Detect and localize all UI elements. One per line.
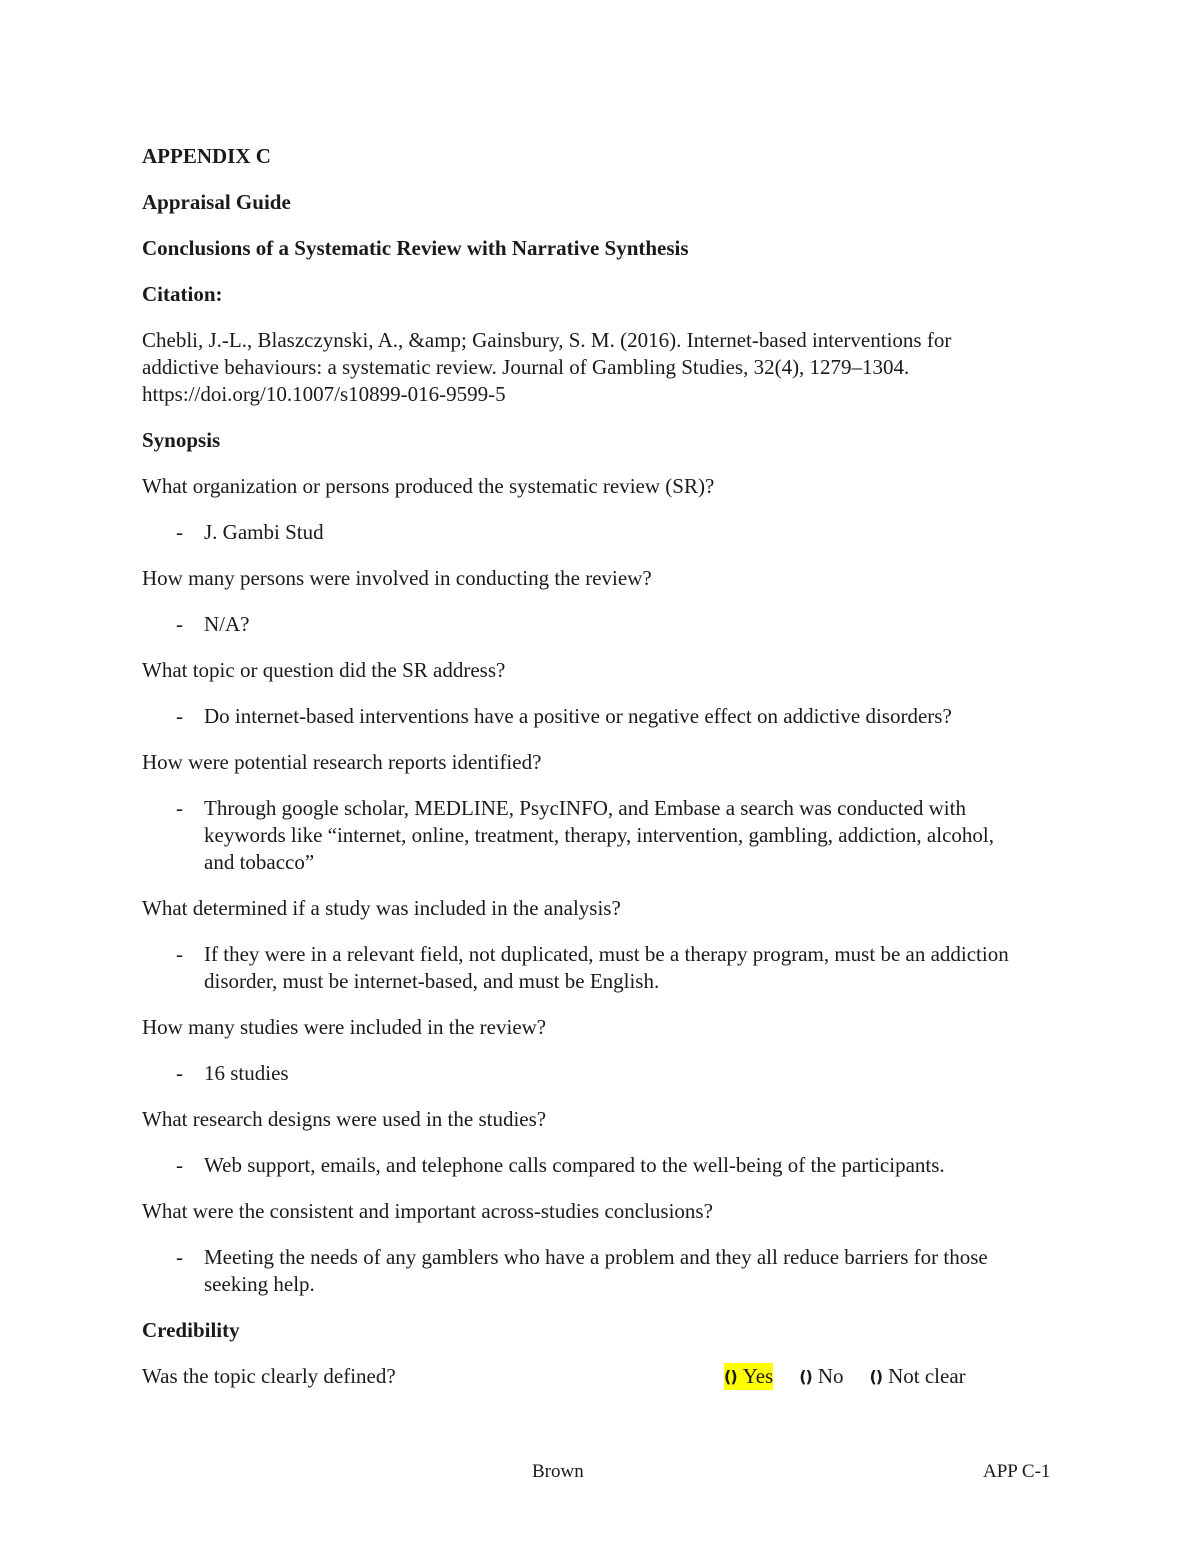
answer-text: Through google scholar, MEDLINE, PsycINFO, and Embase a search was conducted with keywords like “internet, online, treatment, therapy, intervention, gambling, addiction, alcohol, and tobacco” [204,796,994,874]
document-subtitle: Conclusions of a Systematic Review with Narrative Synthesis [142,236,689,260]
citation-text [142,327,1072,408]
synopsis-question: What organization or persons produced the systematic review (SR)? [142,474,715,498]
bullet-dash: - [176,1061,183,1085]
answer-text: N/A? [204,612,250,636]
bullet-dash: - [176,1245,183,1269]
option-label: Yes [742,1364,774,1388]
option-label: No [817,1364,844,1388]
synopsis-item [142,1106,1072,1179]
synopsis-item [142,749,1072,876]
synopsis-question: What determined if a study was included in the analysis? [142,896,621,920]
synopsis-heading: Synopsis [142,428,221,452]
citation-line: addictive behaviours: a systematic review. Journal of Gambling Studies, 32(4), 1279–1304. [142,355,910,379]
synopsis-question: What research designs were used in the studies? [142,1107,547,1131]
synopsis-item [142,1198,1072,1298]
synopsis-question: How were potential research reports identified? [142,750,542,774]
radio-icon: () [869,1367,883,1386]
citation-doi-link[interactable]: https://doi.org/10.1007/s10899-016-9599-5 [142,382,506,406]
answer-text: Meeting the needs of any gamblers who have a problem and they all reduce barriers for those seeking help. [204,1245,988,1296]
synopsis-question: What were the consistent and important across-studies conclusions? [142,1199,713,1223]
synopsis-item [142,895,1072,995]
credibility-question-row [142,1363,1072,1390]
synopsis-answer [142,611,1072,638]
answer-text: Do internet-based interventions have a positive or negative effect on addictive disorders? [204,704,952,728]
synopsis-item [142,473,1072,546]
synopsis-item [142,1014,1072,1087]
synopsis-answer [142,1060,1072,1087]
citation-label: Citation: [142,282,223,306]
radio-icon: () [724,1367,737,1386]
synopsis-answer [142,1152,1072,1179]
option-yes[interactable] [724,1363,773,1390]
option-no[interactable] [799,1363,843,1390]
synopsis-answer [142,1244,1072,1298]
synopsis-item [142,565,1072,638]
credibility-heading: Credibility [142,1318,240,1342]
bullet-dash: - [176,942,183,966]
answer-options [724,1363,992,1390]
answer-text: J. Gambi Stud [204,520,324,544]
option-label: Not clear [888,1364,966,1388]
bullet-dash: - [176,1153,183,1177]
citation-line: Chebli, J.-L., Blaszczynski, A., &amp; Gainsbury, S. M. (2016). Internet-based interventions for [142,328,952,352]
answer-text: 16 studies [204,1061,289,1085]
radio-icon: () [799,1367,812,1386]
synopsis-question: How many studies were included in the review? [142,1015,547,1039]
option-not-clear[interactable] [869,1363,965,1390]
synopsis-answer [142,703,1072,730]
bullet-dash: - [176,612,183,636]
synopsis-answer [142,795,1072,876]
synopsis-answer [142,519,1072,546]
guide-title: Appraisal Guide [142,190,291,214]
bullet-dash: - [176,520,183,544]
credibility-question: Was the topic clearly defined? [142,1364,396,1388]
footer-page-number: APP C-1 [983,1461,1051,1482]
footer-author: Brown [532,1461,584,1482]
bullet-dash: - [176,704,183,728]
synopsis-question: How many persons were involved in conducting the review? [142,566,652,590]
answer-text: Web support, emails, and telephone calls compared to the well-being of the participants. [204,1153,945,1177]
synopsis-question: What topic or question did the SR address? [142,658,506,682]
synopsis-answer [142,941,1072,995]
answer-text: If they were in a relevant field, not duplicated, must be a therapy program, must be an addiction disorder, must be internet-based, and must be English. [204,942,1009,993]
appendix-title: APPENDIX C [142,144,271,168]
document-body [142,143,1072,1409]
synopsis-item [142,657,1072,730]
bullet-dash: - [176,796,183,820]
